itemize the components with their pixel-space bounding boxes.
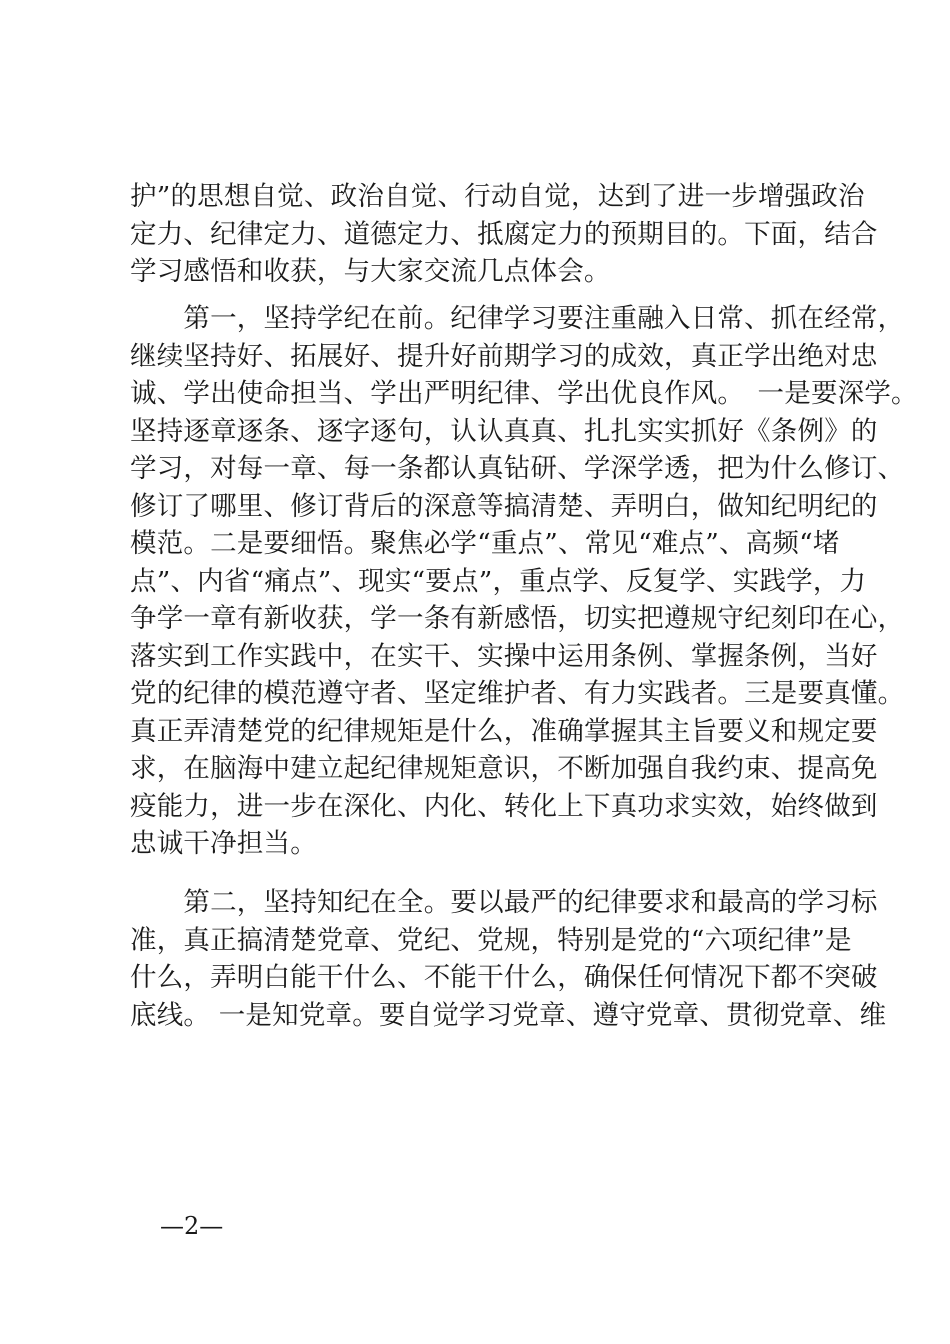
- text-line: 什么，弄明白能干什么、不能干什么，确保任何情况下都不突破: [130, 962, 878, 993]
- text-line: 底线。 一是知党章。要自觉学习党章、遵守党章、贯彻党章、维: [130, 999, 887, 1031]
- text-line: 定力、纪律定力、道德定力、抵腐定力的预期目的。下面，结合: [130, 218, 878, 250]
- text-line: 真正弄清楚党的纪律规矩是什么，准确掌握其主旨要义和规定要: [130, 715, 878, 747]
- text-line: 学习感悟和收获，与大家交流几点体会。: [130, 256, 611, 287]
- text-line: 疫能力，进一步在深化、内化、转化上下真功求实效，始终做到: [130, 790, 878, 822]
- text-line: 准，真正搞清楚党章、党纪、党规，特别是党的“六项纪律”是: [130, 924, 852, 956]
- text-line: 诚、学出使命担当、学出严明纪律、学出优良作风。 一是要深学。: [130, 378, 918, 409]
- text-line: 落实到工作实践中，在实干、实操中运用条例、掌握条例，当好: [130, 640, 878, 672]
- text-line: 护”的思想自觉、政治自觉、行动自觉，达到了进一步增强政治: [130, 181, 865, 212]
- paragraph-first-point: [130, 300, 918, 863]
- paragraph-intro: [130, 178, 878, 291]
- text-line: 修订了哪里、修订背后的深意等搞清楚、弄明白，做知纪明纪的: [130, 490, 878, 522]
- paragraph-second-point: [130, 884, 887, 1034]
- text-line: 争学一章有新收获，学一条有新感悟，切实把遵规守纪刻印在心，: [130, 603, 905, 634]
- text-line: 忠诚干净担当。: [130, 828, 317, 859]
- text-line: 模范。二是要细悟。聚焦必学“重点”、常见“难点”、高频“堵: [130, 528, 840, 559]
- text-line: 继续坚持好、拓展好、提升好前期学习的成效，真正学出绝对忠: [130, 340, 878, 372]
- text-line: 学习，对每一章、每一条都认真钻研、学深学透，把为什么修订、: [130, 453, 905, 484]
- text-line: 坚持逐章逐条、逐字逐句，认认真真、扎扎实实抓好《条例》的: [130, 415, 878, 447]
- text-line: 党的纪律的模范遵守者、坚定维护者、有力实践者。三是要真懂。: [130, 678, 905, 709]
- page-number: —2—: [160, 1212, 224, 1240]
- text-line: 第一，坚持学纪在前。纪律学习要注重融入日常、抓在经常，: [130, 303, 905, 334]
- text-line: 第二，坚持知纪在全。要以最严的纪律要求和最高的学习标: [130, 887, 878, 918]
- text-line: 求，在脑海中建立起纪律规矩意识，不断加强自我约束、提高免: [130, 753, 878, 784]
- text-line: 点”、内省“痛点”、现实“要点”，重点学、反复学、实践学，力: [130, 565, 867, 597]
